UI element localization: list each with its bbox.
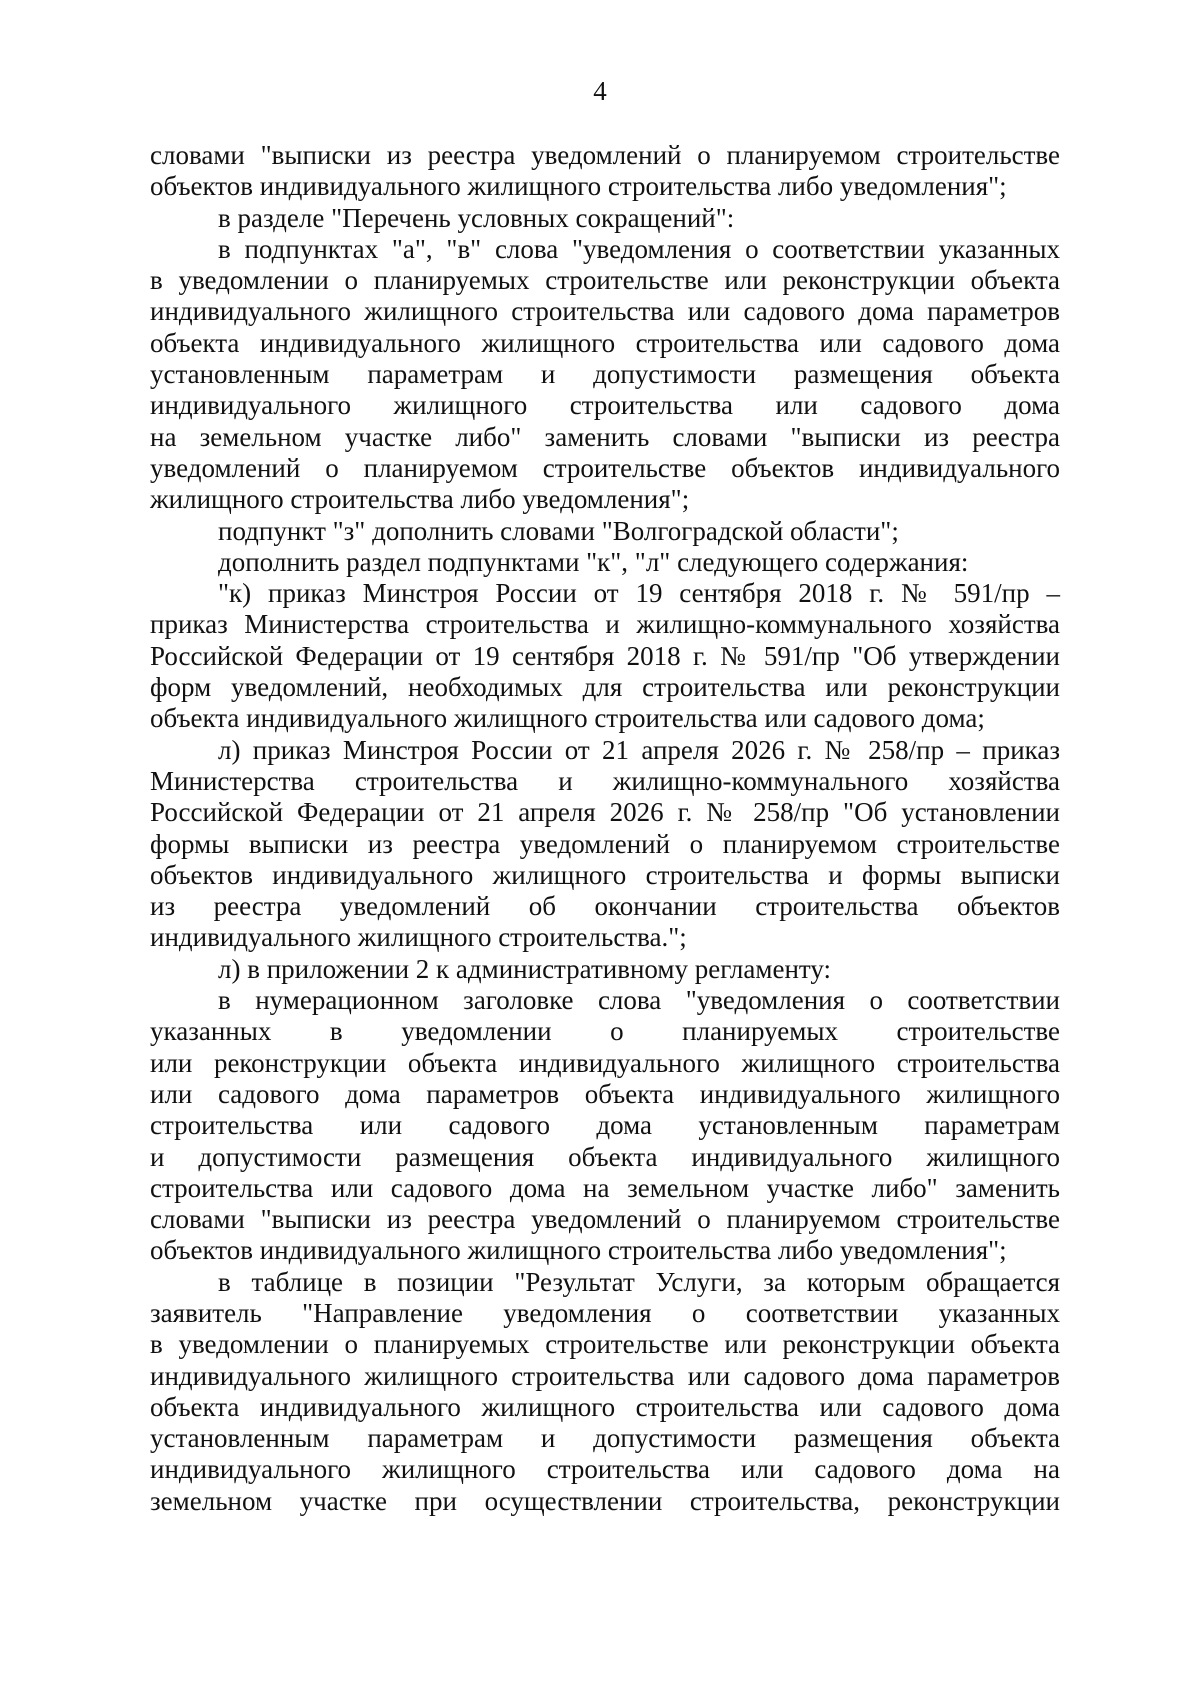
text-line: объекта индивидуального жилищного строительства или садового дома [150, 327, 1060, 358]
text-line: уведомлений о планируемом строительстве объектов индивидуального [150, 452, 1060, 483]
text-line: "к) приказ Минстроя России от 19 сентября 2018 г. № 591/пр – [218, 578, 1060, 609]
text-line: объектов индивидуального жилищного строительства и формы выписки [150, 859, 1060, 890]
text-line: земельном участке при осуществлении строительства, реконструкции [150, 1485, 1060, 1516]
text-line: и допустимости размещения объекта индивидуального жилищного [150, 1141, 1060, 1172]
text-line: в разделе "Перечень условных сокращений": [218, 202, 735, 233]
text-line: индивидуального жилищного строительства или садового дома параметров [150, 1360, 1060, 1391]
text-line: индивидуального жилищного строительства или садового дома параметров [150, 296, 1060, 327]
text-line: подпункт "з" дополнить словами "Волгоградской области"; [218, 515, 899, 546]
text-line: в подпунктах "а", "в" слова "уведомления о соответствии указанных [218, 233, 1060, 264]
text-line: л) приказ Минстроя России от 21 апреля 2026 г. № 258/пр – приказ [218, 734, 1060, 765]
text-line: приказ Министерства строительства и жилищно-коммунального хозяйства [150, 609, 1060, 640]
text-line: в нумерационном заголовке слова "уведомления о соответствии [218, 985, 1060, 1016]
text-line: л) в приложении 2 к административному регламенту: [218, 953, 831, 984]
text-line: формы выписки из реестра уведомлений о планируемом строительстве [150, 828, 1060, 859]
text-line: объектов индивидуального жилищного строительства либо уведомления"; [150, 171, 1007, 202]
text-line: индивидуального жилищного строительства."; [150, 922, 687, 953]
text-line: Российской Федерации от 21 апреля 2026 г. № 258/пр "Об установлении [150, 797, 1060, 828]
text-line: Российской Федерации от 19 сентября 2018 г. № 591/пр "Об утверждении [150, 640, 1060, 671]
text-line: из реестра уведомлений об окончании строительства объектов [150, 891, 1060, 922]
document-body [150, 140, 1060, 1517]
text-line: индивидуального жилищного строительства или садового дома на [150, 1454, 1060, 1485]
text-line: словами "выписки из реестра уведомлений о планируемом строительстве [150, 140, 1060, 170]
text-line: строительства или садового дома установленным параметрам [150, 1110, 1060, 1141]
page-number: 4 [593, 76, 607, 106]
text-line: в таблице в позиции "Результат Услуги, за которым обращается [218, 1266, 1060, 1297]
text-line: объекта индивидуального жилищного строительства или садового дома [150, 1391, 1060, 1422]
text-line: заявитель "Направление уведомления о соответствии указанных [150, 1297, 1060, 1328]
text-line: словами "выписки из реестра уведомлений о планируемом строительстве [150, 1204, 1060, 1235]
text-line: объектов индивидуального жилищного строительства либо уведомления"; [150, 1235, 1007, 1266]
text-line: в уведомлении о планируемых строительстве или реконструкции объекта [150, 1329, 1060, 1360]
text-line: объекта индивидуального жилищного строительства или садового дома; [150, 703, 985, 734]
text-line: Министерства строительства и жилищно-коммунального хозяйства [150, 765, 1060, 796]
text-line: дополнить раздел подпунктами "к", "л" следующего содержания: [218, 546, 969, 577]
text-line: на земельном участке либо" заменить словами "выписки из реестра [150, 421, 1060, 452]
text-line: жилищного строительства либо уведомления"; [150, 484, 690, 515]
text-line: или садового дома параметров объекта индивидуального жилищного [150, 1078, 1060, 1109]
text-line: индивидуального жилищного строительства или садового дома [150, 390, 1060, 421]
text-line: указанных в уведомлении о планируемых строительстве [150, 1016, 1060, 1047]
text-line: строительства или садового дома на земельном участке либо" заменить [150, 1172, 1060, 1203]
text-line: форм уведомлений, необходимых для строительства или реконструкции [150, 672, 1060, 703]
text-line: установленным параметрам и допустимости размещения объекта [150, 1423, 1060, 1454]
text-line: установленным параметрам и допустимости размещения объекта [150, 359, 1060, 390]
text-line: или реконструкции объекта индивидуального жилищного строительства [150, 1047, 1060, 1078]
text-line: в уведомлении о планируемых строительстве или реконструкции объекта [150, 265, 1060, 296]
